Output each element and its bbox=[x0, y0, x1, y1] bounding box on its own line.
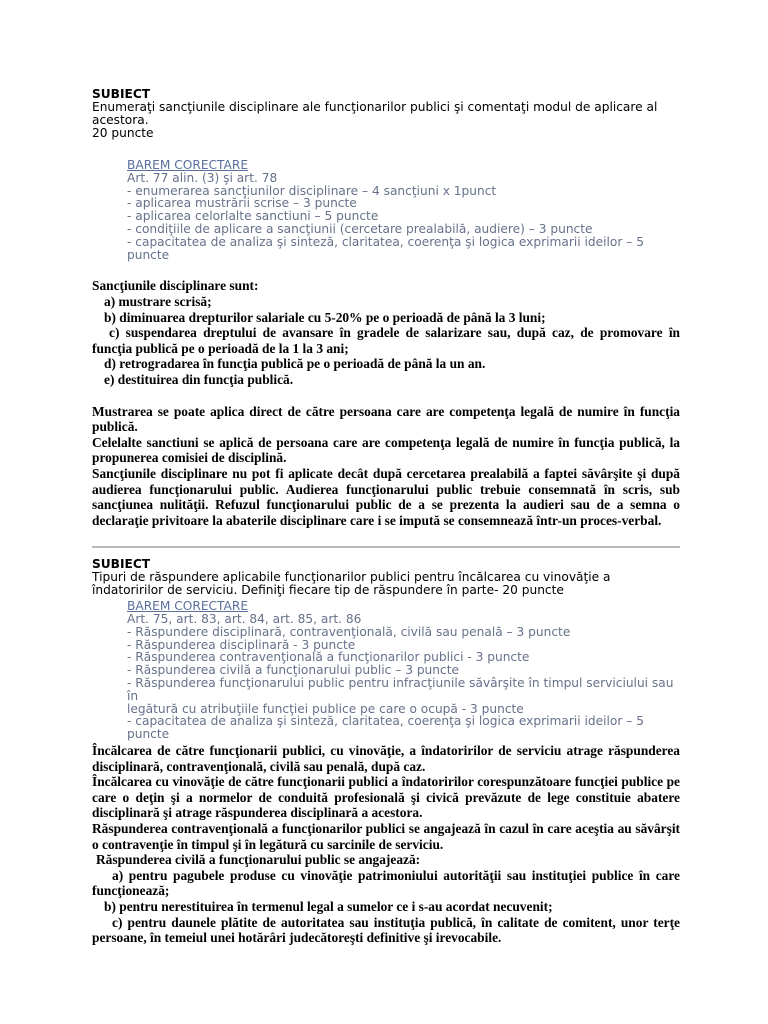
barem-item: legătură cu atribuţiile funcţiei publice pe care o ocupă - 3 puncte bbox=[127, 701, 524, 716]
barem-title: BAREM CORECTARE bbox=[127, 599, 249, 614]
paragraph: Mustrarea se poate aplica direct de către persoana care are competenţa legală de numire în funcţia publică. bbox=[92, 403, 680, 435]
civil-item: b) pentru nerestituirea în termenul legal a sumelor ce i s-au acordat necuvenit; bbox=[104, 898, 553, 914]
question-line: acestora. bbox=[92, 113, 149, 127]
paragraph: Celelalte sanctiuni se aplică de persoana care are competenţa legală de numire în funcţia publică, la propunerea comisiei de disciplină. bbox=[92, 434, 680, 466]
section-label: SUBIECT bbox=[92, 87, 151, 101]
barem-item: - aplicarea mustrării scrise – 3 puncte bbox=[127, 196, 357, 211]
section-2 bbox=[92, 558, 680, 945]
barem-item: - condiţiile de aplicare a sancţiunii (cercetare prealabilă, audiere) – 3 puncte bbox=[127, 221, 593, 236]
barem-block bbox=[127, 159, 680, 261]
civil-item: c) pentru daunele plătite de autoritatea sau instituţia publică, în calitate de comitent, unor terţe persoane, în temeiul unei hotărâri judecătoreşti definitive şi irevocabile. bbox=[92, 914, 680, 946]
barem-item: - Răspunderea funcţionarului public pentru infracţiunile săvârşite în timpul serviciului sau în bbox=[127, 676, 674, 703]
section-divider bbox=[92, 546, 680, 548]
question-text bbox=[92, 101, 680, 127]
answer-intro: Sancţiunile disciplinare sunt: bbox=[92, 278, 259, 294]
question-text: Tipuri de răspundere aplicabile funcţionarilor publici pentru încălcarea cu vinovăţie a îndatoririlor de serviciu. Definiţi fiecare tip de răspundere în parte- 20 puncte bbox=[92, 570, 611, 598]
document-page bbox=[92, 88, 680, 946]
answer-item: d) retrogradarea în funcţia publică pe o perioadă de până la un an. bbox=[104, 356, 486, 372]
question-points: 20 puncte bbox=[92, 126, 154, 140]
answer-item: e) destituirea din funcţia publică. bbox=[104, 371, 294, 387]
paragraph: Încălcarea cu vinovăţie de către funcţionarii publici a îndatoririlor corespunzătoare funcţiei publice pe care o deţin şi a normelor de conduită profesională şi civică prevăzute de lege constituie abatere disciplinară şi atrage răspunderea disciplinară a acestora. bbox=[92, 774, 680, 821]
civil-item: a) pentru pagubele produse cu vinovăţie patrimoniului autorităţii sau instituţiei publice în care funcţionează; bbox=[92, 867, 680, 899]
barem-item: - Răspundere disciplinară, contravenţională, civilă sau penală – 3 puncte bbox=[127, 624, 571, 639]
answer-item: b) diminuarea drepturilor salariale cu 5-20% pe o perioadă de până la 3 luni; bbox=[104, 309, 546, 325]
section-1 bbox=[92, 88, 680, 528]
barem-block bbox=[127, 600, 680, 741]
barem-item: - capacitatea de analiza şi sinteză, claritatea, coerenţa şi logica exprimarii ideilor – 5 puncte bbox=[127, 714, 644, 742]
barem-item: - capacitatea de analiza şi sinteză, claritatea, coerenţa şi logica exprimarii ideilor – 5 puncte bbox=[127, 234, 644, 262]
section-label: SUBIECT bbox=[92, 557, 151, 572]
barem-item: - Răspunderea disciplinară - 3 puncte bbox=[127, 637, 356, 652]
barem-item: - aplicarea celorlalte sanctiuni – 5 puncte bbox=[127, 209, 379, 224]
paragraph: Încălcarea de către funcţionarii publici, cu vinovăţie, a îndatoririlor de serviciu atrage răspunderea disciplinară, contravenţională, civilă sau penală, după caz. bbox=[92, 743, 680, 774]
answer-item: c) suspendarea dreptului de avansare în gradele de salarizare sau, după caz, de promovare în funcţia publică pe o perioadă de la 1 la 3 ani; bbox=[92, 325, 680, 356]
answer-paragraphs bbox=[92, 743, 680, 946]
paragraph: Sancţiunile disciplinare nu pot fi aplicate decât după cercetarea prealabilă a faptei săvârşite şi după audierea funcţionarului public. Audierea funcţionarului public trebuie consemnată în scris, sub sancţiunea nulităţii. Refuzul funcţionarului public de a se prezenta la audieri sau de a semna o declaraţie privitoare la abaterile disciplinare care i se impută se consemnează într-un proces-verbal. bbox=[92, 465, 680, 528]
barem-item: - enumerarea sancţiunilor disciplinare – 4 sancţiuni x 1punct bbox=[127, 183, 497, 198]
answer-item: a) mustrare scrisă; bbox=[104, 293, 212, 309]
barem-item: Art. 77 alin. (3) şi art. 78 bbox=[127, 170, 278, 185]
answer-list bbox=[92, 278, 680, 387]
civil-intro: Răspunderea civilă a funcţionarului public se angajează: bbox=[96, 852, 421, 868]
question-line: Enumeraţi sancţiunile disciplinare ale funcţionarilor publici şi comentaţi modul de aplicare al bbox=[92, 100, 658, 114]
barem-item: - Răspunderea contravenţională a funcţionarilor publici - 3 puncte bbox=[127, 650, 530, 665]
barem-item: - Răspunderea civilă a funcţionarului public – 3 puncte bbox=[127, 663, 459, 678]
answer-paragraphs bbox=[92, 404, 680, 529]
paragraph: Răspunderea contravenţională a funcţionarilor publici se angajează în cazul în care aceştia au săvârşit o contravenţie în timpul şi în legătură cu sarcinile de serviciu. bbox=[92, 821, 680, 852]
barem-title: BAREM CORECTARE bbox=[127, 158, 249, 172]
barem-item: Art. 75, art. 83, art. 84, art. 85, art. 86 bbox=[127, 612, 362, 627]
